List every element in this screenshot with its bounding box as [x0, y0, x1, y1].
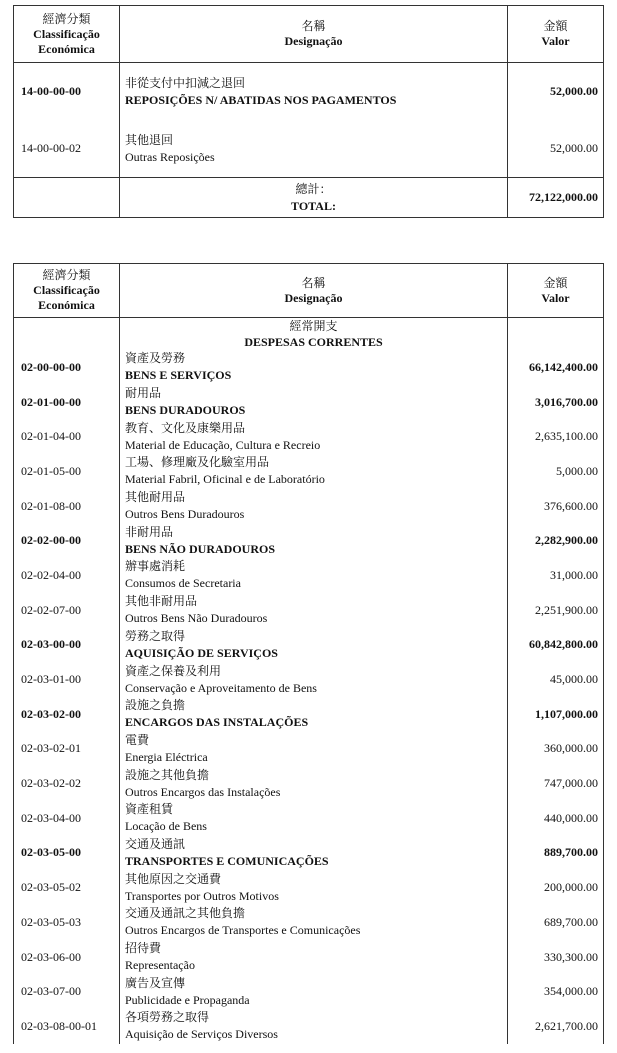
- economic-code: 02-00-00-00: [14, 350, 120, 385]
- value: 52,000.00: [508, 63, 604, 121]
- table-row: [14, 836, 604, 871]
- economic-code: 02-02-04-00: [14, 558, 120, 593]
- header-code-pt: Classificação Económica: [33, 283, 100, 312]
- designation-zh: 非從支付中扣減之退回: [125, 75, 246, 90]
- table-row: [14, 419, 604, 454]
- table-row: [14, 1009, 604, 1044]
- economic-code: 02-03-01-00: [14, 662, 120, 697]
- value: 689,700.00: [508, 905, 604, 940]
- table-row: [14, 732, 604, 767]
- economic-code: 02-01-05-00: [14, 454, 120, 489]
- value: 330,300.00: [508, 940, 604, 975]
- header-code-zh: 經濟分類: [42, 11, 91, 26]
- economic-code: 02-03-04-00: [14, 801, 120, 836]
- economic-code: 02-03-06-00: [14, 940, 120, 975]
- value: 45,000.00: [508, 662, 604, 697]
- economic-code: 14-00-00-00: [14, 63, 120, 121]
- table-row: [14, 454, 604, 489]
- header-value-zh: 金額: [543, 275, 568, 290]
- designation-pt: Outros Encargos de Transportes e Comunicações: [125, 923, 361, 938]
- economic-code: 14-00-00-02: [14, 120, 120, 178]
- value: 889,700.00: [508, 836, 604, 871]
- designation-zh: 交通及通訊: [125, 836, 186, 851]
- section-title-pt: DESPESAS CORRENTES: [244, 335, 383, 349]
- value: 376,600.00: [508, 489, 604, 524]
- designation-pt: BENS DURADOUROS: [125, 403, 246, 418]
- table-row: [14, 662, 604, 697]
- designation-zh: 資產之保養及利用: [125, 663, 222, 678]
- designation-pt: Representação: [125, 958, 195, 973]
- table-row: [14, 870, 604, 905]
- header-designation-zh: 名稱: [301, 275, 326, 290]
- table-row: [14, 385, 604, 420]
- designation-pt: Energia Eléctrica: [125, 749, 208, 764]
- value: 2,282,900.00: [508, 523, 604, 558]
- table-row: [14, 523, 604, 558]
- value: 66,142,400.00: [508, 350, 604, 385]
- designation-pt: REPOSIÇÕES N/ ABATIDAS NOS PAGAMENTOS: [125, 92, 397, 107]
- table-row: [14, 558, 604, 593]
- table-row: [14, 801, 604, 836]
- value: 1,107,000.00: [508, 697, 604, 732]
- designation-pt: Outras Reposições: [125, 149, 215, 164]
- table-row: [14, 974, 604, 1009]
- designation-zh: 各項勞務之取得: [125, 1010, 210, 1025]
- designation-zh: 交通及通訊之其他負擔: [125, 906, 246, 921]
- designation-pt: Outros Bens Não Duradouros: [125, 611, 268, 626]
- economic-code: 02-02-00-00: [14, 523, 120, 558]
- designation-pt: Material Fabril, Oficinal e de Laboratório: [125, 472, 325, 487]
- header-value-zh: 金額: [543, 19, 568, 33]
- section-title-zh: 經常開支: [289, 319, 338, 333]
- total-label-pt: TOTAL:: [291, 198, 336, 213]
- designation-pt: Publicidade e Propaganda: [125, 992, 250, 1007]
- designation-zh: 辦事處消耗: [125, 559, 186, 574]
- value: 2,635,100.00: [508, 419, 604, 454]
- designation-pt: BENS E SERVIÇOS: [125, 368, 232, 383]
- table-header: [14, 264, 604, 318]
- designation-pt: ENCARGOS DAS INSTALAÇÕES: [125, 715, 309, 730]
- designation-zh: 資產租賃: [125, 802, 174, 817]
- table-row: [14, 697, 604, 732]
- designation-zh: 資產及勞務: [125, 351, 186, 366]
- revenue-table: [13, 5, 604, 218]
- value: 3,016,700.00: [508, 385, 604, 420]
- header-value-pt: Valor: [541, 34, 570, 48]
- designation-pt: Aquisição de Serviços Diversos: [125, 1027, 278, 1042]
- designation-pt: TRANSPORTES E COMUNICAÇÕES: [125, 853, 329, 868]
- value: 360,000.00: [508, 732, 604, 767]
- total-value: 72,122,000.00: [508, 178, 604, 218]
- total-label-zh: 總計：: [295, 181, 332, 196]
- total-row: [14, 178, 604, 218]
- designation-zh: 其他耐用品: [125, 490, 186, 505]
- designation-zh: 招待費: [125, 941, 162, 956]
- economic-code: 02-03-05-00: [14, 836, 120, 871]
- designation-pt: BENS NÃO DURADOUROS: [125, 541, 276, 556]
- value: 31,000.00: [508, 558, 604, 593]
- economic-code: 02-01-08-00: [14, 489, 120, 524]
- table-row: [14, 905, 604, 940]
- header-code-zh: 經濟分類: [42, 268, 91, 282]
- value: 52,000.00: [508, 120, 604, 178]
- economic-code: 02-03-02-00: [14, 697, 120, 732]
- value: 2,621,700.00: [508, 1009, 604, 1044]
- economic-code: 02-03-02-02: [14, 766, 120, 801]
- table-row: [14, 940, 604, 975]
- table-row: [14, 120, 604, 178]
- designation-zh: 勞務之取得: [125, 628, 186, 643]
- value: 440,000.00: [508, 801, 604, 836]
- designation-zh: 工場、修理廠及化驗室用品: [125, 455, 270, 470]
- designation-zh: 其他退回: [125, 132, 174, 147]
- designation-zh: 教育、文化及康樂用品: [125, 420, 246, 435]
- designation-zh: 其他原因之交通費: [125, 871, 222, 886]
- value: 2,251,900.00: [508, 593, 604, 628]
- designation-zh: 電費: [125, 732, 150, 747]
- designation-pt: Consumos de Secretaria: [125, 576, 241, 591]
- designation-pt: Material de Educação, Cultura e Recreio: [125, 437, 321, 452]
- table-header: [14, 6, 604, 63]
- value: 200,000.00: [508, 870, 604, 905]
- economic-code: 02-02-07-00: [14, 593, 120, 628]
- designation-pt: Outros Bens Duradouros: [125, 507, 245, 522]
- economic-code: 02-03-07-00: [14, 974, 120, 1009]
- designation-zh: 非耐用品: [125, 524, 174, 539]
- designation-pt: Conservação e Aproveitamento de Bens: [125, 680, 317, 695]
- economic-code: 02-03-05-02: [14, 870, 120, 905]
- value: 5,000.00: [508, 454, 604, 489]
- designation-pt: AQUISIÇÃO DE SERVIÇOS: [125, 645, 278, 660]
- value: 354,000.00: [508, 974, 604, 1009]
- designation-pt: Outros Encargos das Instalações: [125, 784, 281, 799]
- table-row: [14, 350, 604, 385]
- expense-table: [13, 263, 604, 1044]
- section-row: [14, 318, 604, 351]
- header-designation-zh: 名稱: [301, 19, 326, 33]
- economic-code: 02-01-04-00: [14, 419, 120, 454]
- value: 60,842,800.00: [508, 628, 604, 663]
- economic-code: 02-03-02-01: [14, 732, 120, 767]
- economic-code: 02-01-00-00: [14, 385, 120, 420]
- table-row: [14, 63, 604, 121]
- designation-zh: 設施之其他負擔: [125, 767, 210, 782]
- designation-pt: Transportes por Outros Motivos: [125, 888, 279, 903]
- designation-zh: 設施之負擔: [125, 698, 186, 713]
- economic-code: 02-03-05-03: [14, 905, 120, 940]
- table-row: [14, 593, 604, 628]
- header-designation-pt: Designação: [284, 290, 343, 305]
- table-row: [14, 489, 604, 524]
- table-row: [14, 628, 604, 663]
- header-designation-pt: Designação: [284, 34, 343, 48]
- table-row: [14, 766, 604, 801]
- designation-zh: 耐用品: [125, 386, 162, 401]
- economic-code: 02-03-08-00-01: [14, 1009, 120, 1044]
- designation-zh: 廣告及宣傳: [125, 975, 186, 990]
- designation-zh: 其他非耐用品: [125, 594, 198, 609]
- economic-code: 02-03-00-00: [14, 628, 120, 663]
- header-value-pt: Valor: [541, 290, 570, 305]
- designation-pt: Locação de Bens: [125, 819, 207, 834]
- header-code-pt: Classificação Económica: [33, 26, 100, 56]
- value: 747,000.00: [508, 766, 604, 801]
